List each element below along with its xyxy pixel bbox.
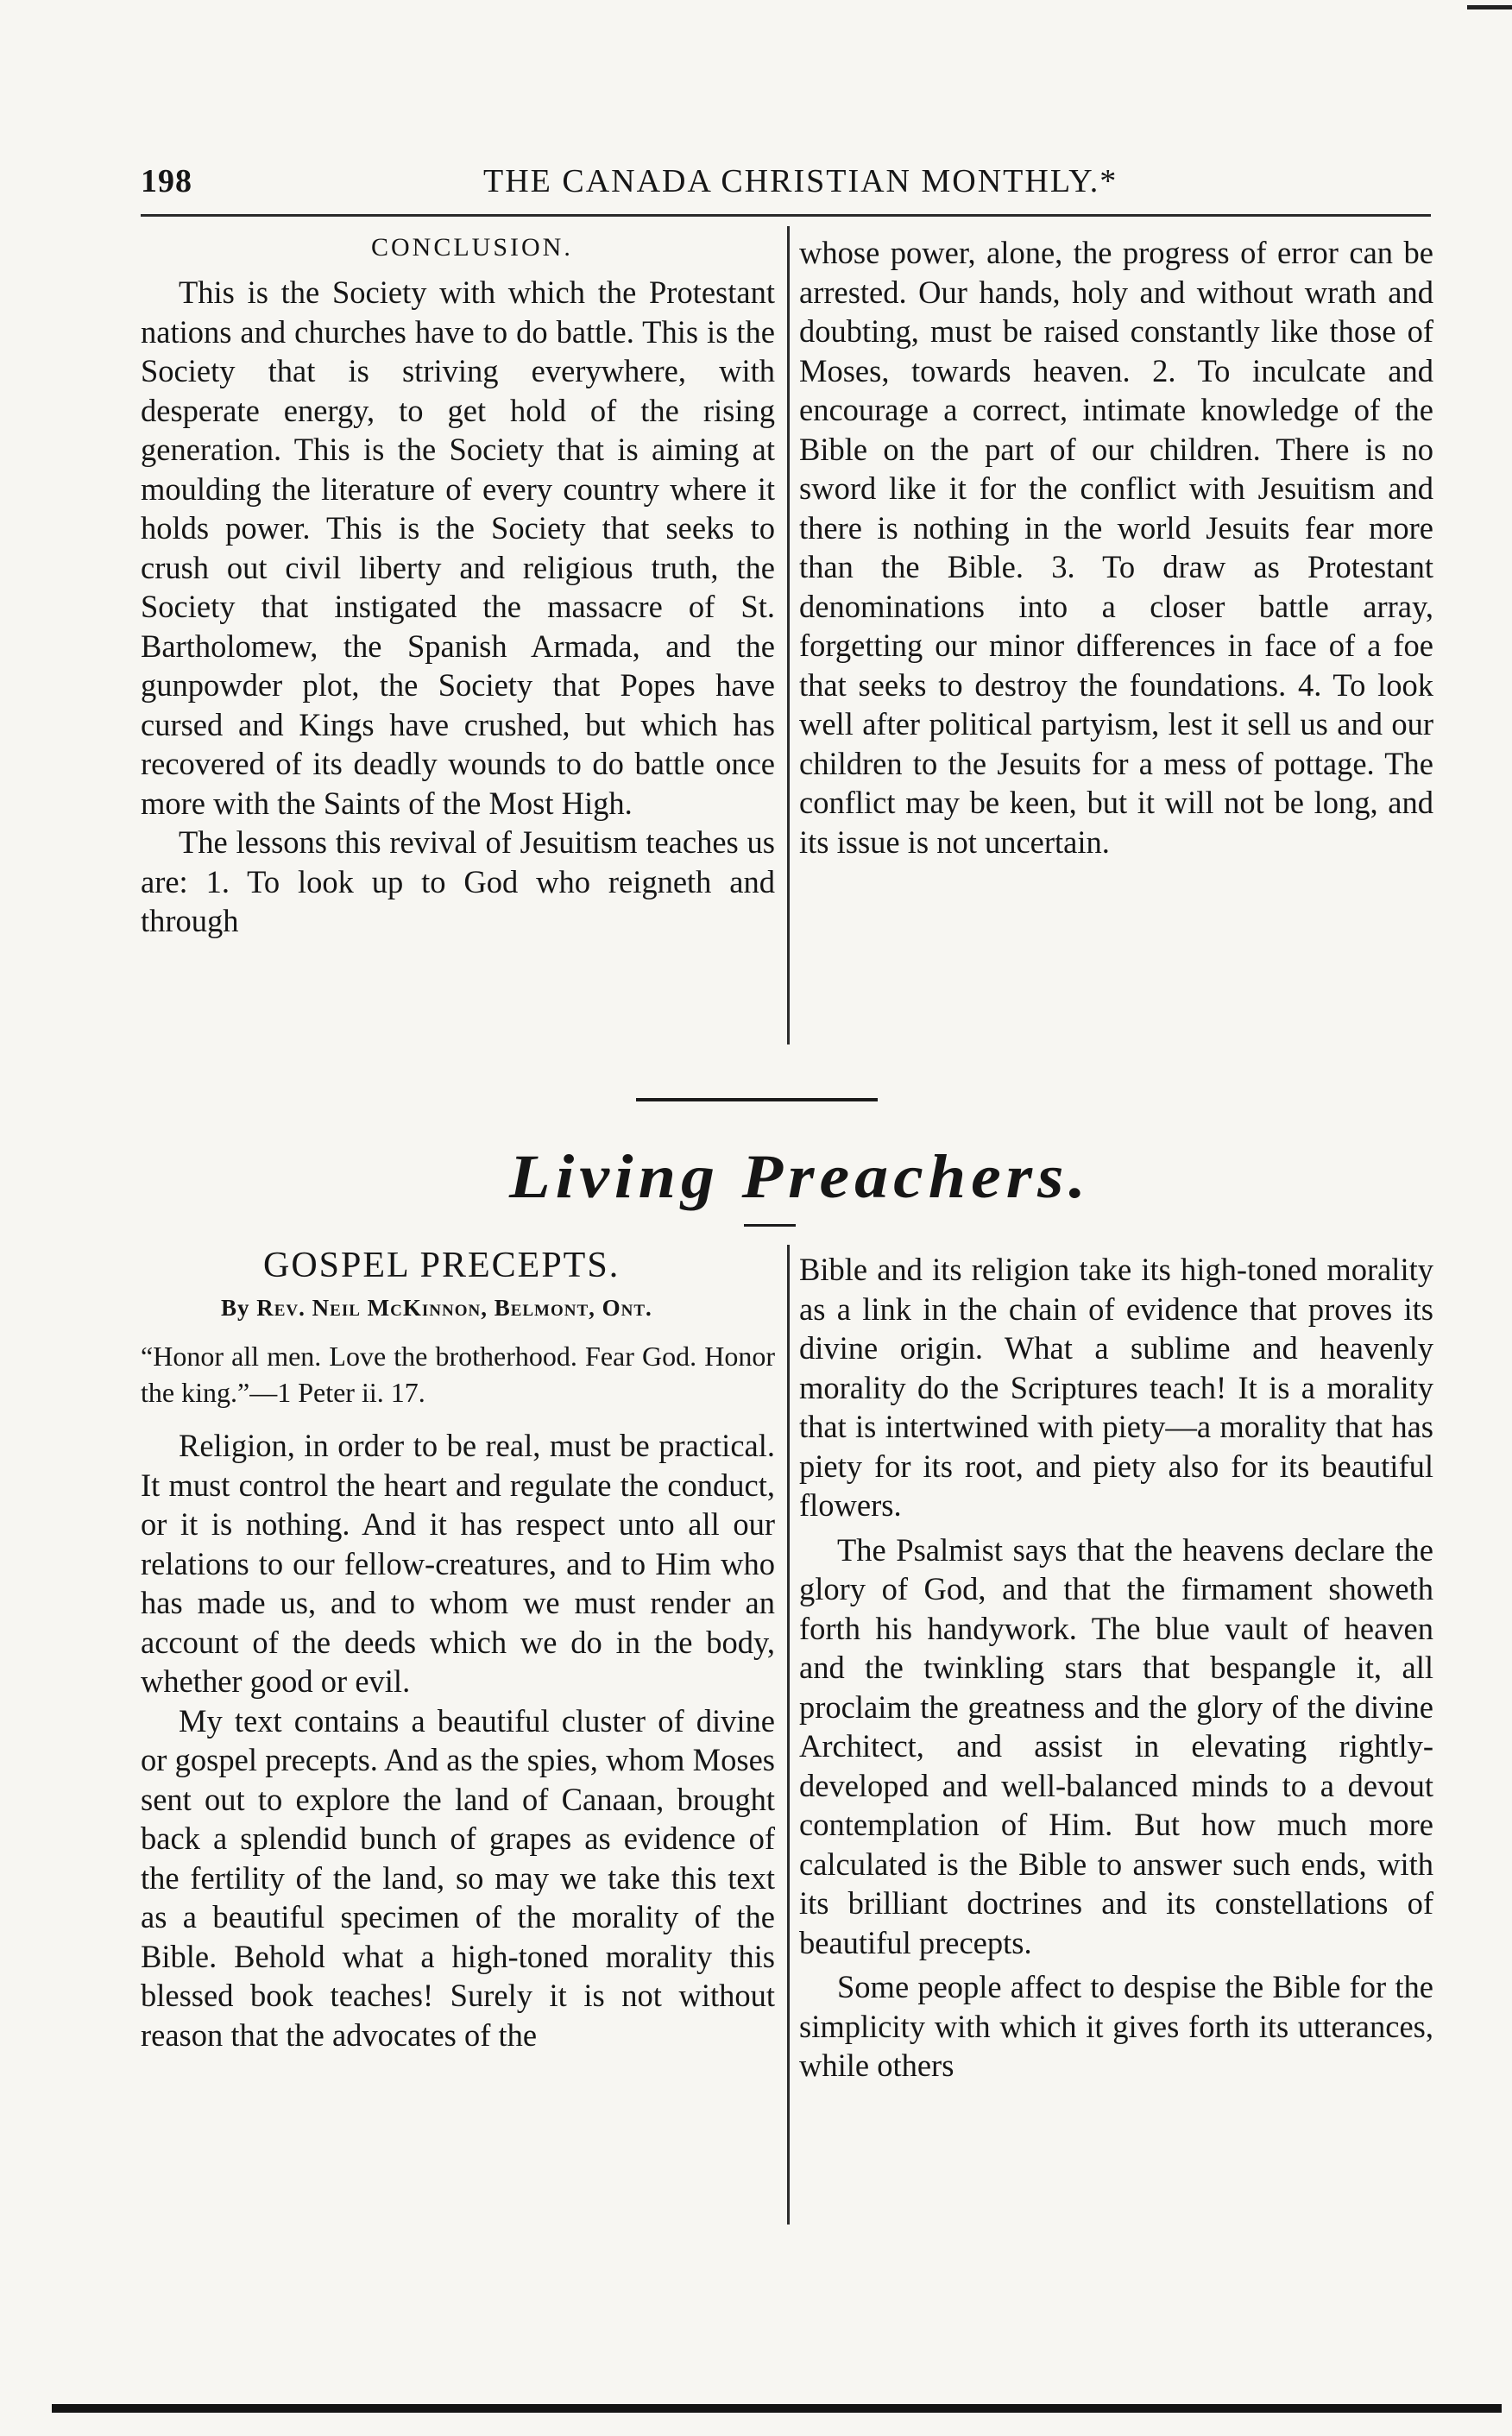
sermon-right-paragraph-2: The Psalmist says that the heavens declare the glory of God, and that the firmament showeth forth his handywork. The blue vault of heaven and the twinkling stars that bespangle it, all proclaim the greatness and the glory of the divine Architect, and assist in elevating rightly-developed and well-balanced minds to a devout contemplation of Him. But how much more calculated is the Bible to answer such ends, with its brilliant doctrines and its constellations of beautiful precepts. xyxy=(799,1531,1433,1960)
conclusion-right-paragraph: whose power, alone, the progress of error can be arrested. Our hands, holy and without wrath and doubting, must be raised constantly like those of Moses, towards heaven. 2. To inculcate and encourage a correct, intimate knowledge of the Bible on the part of our children. There is no sword like it for the conflict with Jesuitism and there is nothing in the world Jesuits fear more than the Bible. 3. To draw as Protestant denominations into a closer battle array, forgetting our minor differences in face of a foe that seeks to destroy the foundations. 4. To look well after political partyism, lest it sell us and our children to the Jesuits for a mess of pottage. The conflict may be keen, but it will not be long, and its issue is not uncertain. xyxy=(799,235,1433,860)
scan-corner-mark xyxy=(1467,5,1512,9)
conclusion-left-column xyxy=(141,273,775,941)
column-divider-bottom xyxy=(787,1245,790,2225)
conclusion-left-paragraph-2: The lessons this revival of Jesuitism teaches us are: 1. To look up to God who reigneth and through xyxy=(141,824,775,938)
scan-bottom-edge xyxy=(52,2404,1502,2413)
conclusion-left-paragraph-1: This is the Society with which the Protestant nations and churches have to do battle. This is the Society that is striving everywhere, with desperate energy, to get hold of the rising generation. This is the Society that is aiming at moulding the literature of every country where it holds power. This is the Society that seeks to crush out civil liberty and religious truth, the Society that instigated the massacre of St. Bartholomew, the Spanish Armada, and the gunpowder plot, the Society that Popes have cursed and Kings have crushed, but which has recovered of its deadly wounds to do battle once more with the Saints of the Most High. xyxy=(141,275,775,821)
sermon-left-column xyxy=(141,1426,775,2054)
sermon-right-column xyxy=(799,1250,1433,2086)
section-title-blackletter: Living Preachers. xyxy=(509,1141,1091,1211)
sermon-right-paragraph-1: Bible and its religion take its high-toned morality as a link in the chain of evidence that proves its divine origin. What a sublime and heavenly morality do the Scriptures teach! It is a morality that is intertwined with piety—a morality that has piety for its root, and piety also for its beautiful flowers. xyxy=(799,1252,1433,1523)
sermon-right-paragraph-3: Some people affect to despise the Bible for the simplicity with which it gives forth its utterances, while others xyxy=(799,1969,1433,2083)
sermon-left-paragraph-2: My text contains a beautiful cluster of divine or gospel precepts. And as the spies, whom Moses sent out to explore the land of Canaan, brought back a splendid bunch of grapes as evidence of the fertility of the land, so may we take this text as a beautiful specimen of the morality of the Bible. Behold what a high-toned morality this blessed book teaches! Surely it is not without reason that the advocates of the xyxy=(141,1702,775,2053)
sermon-byline xyxy=(221,1295,652,1322)
column-divider-top xyxy=(787,226,790,1044)
running-title: THE CANADA CHRISTIAN MONTHLY.* xyxy=(483,163,1118,199)
ornament-rule-lower xyxy=(744,1224,796,1227)
sermon-left-paragraph-1: Religion, in order to be real, must be practical. It must control the heart and regulate the conduct, or it is nothing. And it has respect unto all our relations to our fellow-creatures, and to Him who has made us, and to whom we must render an account of the deeds which we do in the body, whether good or evil. xyxy=(141,1428,775,1699)
sermon-title: GOSPEL PRECEPTS. xyxy=(263,1246,621,1285)
sermon-epigraph: “Honor all men. Love the brotherhood. Fear God. Honor the king.”—1 Peter ii. 17. xyxy=(141,1341,775,1408)
page-number: 198 xyxy=(141,163,192,199)
conclusion-right-column xyxy=(799,233,1433,861)
conclusion-heading: CONCLUSION. xyxy=(371,233,573,262)
byline-prefix: By xyxy=(221,1295,250,1321)
byline-author: Rev. Neil McKinnon, Belmont, Ont. xyxy=(256,1295,652,1321)
ornament-rule-upper xyxy=(636,1098,878,1101)
header-rule xyxy=(141,214,1431,217)
